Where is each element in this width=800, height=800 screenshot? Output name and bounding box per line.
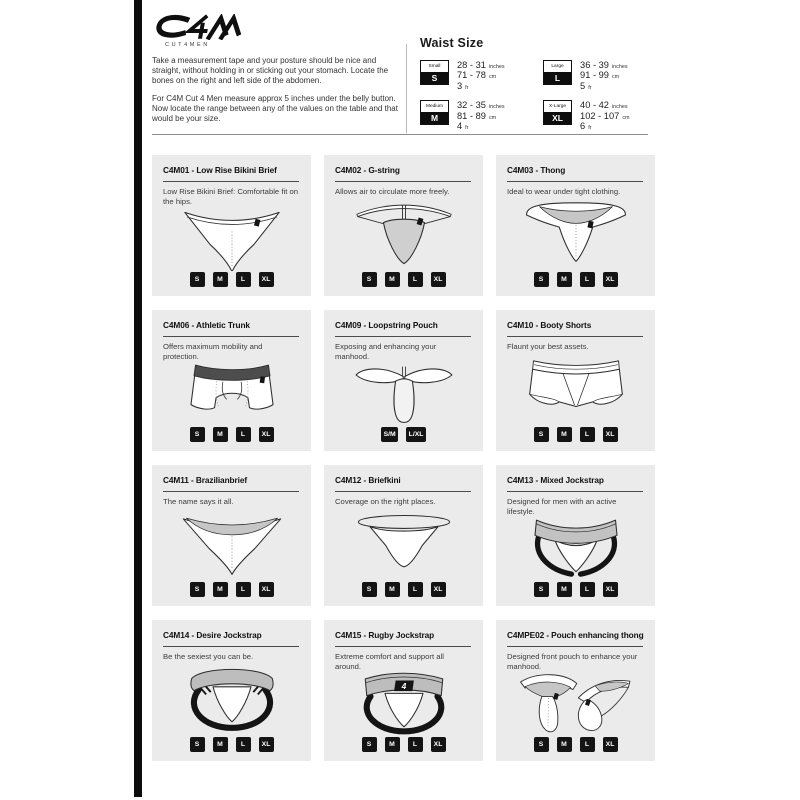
waist-size-title: Waist Size [420,36,484,50]
product-illustration [507,672,644,736]
product-illustration [163,662,300,736]
size-badge: XL [259,272,274,287]
size-badge: S [190,582,205,597]
size-badge: S [190,427,205,442]
size-badge: S [190,272,205,287]
inches-unit: inches [488,104,505,111]
size-badge: XL [259,737,274,752]
product-title: C4M15 - Rugby Jockstrap [335,630,435,640]
product-description: Allows air to circulate more freely. [335,187,450,196]
size-name: Medium [425,104,444,110]
product-card [152,465,311,606]
product-card [324,310,483,451]
size-badge: XL [603,737,618,752]
size-badge: S [362,582,377,597]
size-badge: S [534,737,549,752]
header-vertical-divider [406,44,407,133]
product-illustration [507,517,644,581]
size-badge: XL [259,582,274,597]
product-card [324,155,483,296]
product-title: C4M02 - G-string [335,165,400,175]
product-title: C4M01 - Low Rise Bikini Brief [163,165,277,175]
title-divider [507,336,643,337]
inches-unit: inches [611,64,628,70]
size-badge: L [580,582,595,597]
svg-text:4: 4 [401,680,406,691]
product-illustration [507,197,644,271]
size-badge: L [580,272,595,287]
waist-size-entry [543,100,656,131]
size-ranges [580,100,629,131]
page-header [152,12,655,134]
product-description: Coverage on the right places. [335,497,436,506]
product-title: C4M12 - Briefkini [335,475,401,485]
waist-size-table [420,60,656,131]
size-badges [507,737,644,752]
cm-range: 71 - 78 [457,70,486,81]
product-card [152,155,311,296]
product-title: C4M10 - Booty Shorts [507,320,592,330]
size-badge: S [362,737,377,752]
product-title: C4M09 - Loopstring Pouch [335,320,438,330]
size-badge: M [213,737,228,752]
product-illustration [163,207,300,271]
fr-size: 6 [580,121,586,132]
product-grid [152,155,655,761]
size-badges [335,427,472,442]
product-description: Designed for men with an active lifestyle. [507,497,617,516]
size-badge: S [190,737,205,752]
cm-unit: cm [611,74,620,81]
title-divider [163,181,299,182]
title-divider [507,181,643,182]
product-title: C4M13 - Mixed Jockstrap [507,475,604,485]
inches-range: 36 - 39 [580,60,609,70]
size-badges [163,272,300,287]
cm-unit: cm [488,74,497,81]
size-ranges [457,60,505,91]
inches-range: 40 - 42 [580,100,609,111]
size-badge: L [408,582,423,597]
size-name: Large [551,64,564,69]
c4m-logo [152,14,244,40]
size-letter: L [544,72,571,84]
size-badge: XL [431,272,446,287]
product-card [496,620,655,761]
size-badge: M [557,582,572,597]
product-description: Ideal to wear under tight clothing. [507,187,621,196]
product-description: Extreme comfort and support all around. [335,652,444,671]
size-badge: M [557,737,572,752]
cm-unit: cm [488,114,497,121]
brand-block [152,14,244,48]
size-badges [163,582,300,597]
fr-size: 4 [457,121,463,132]
size-letter: XL [544,112,571,124]
size-badges [335,582,472,597]
left-edge-bar [134,0,142,797]
size-badge: XL [603,272,618,287]
product-title: C4M06 - Athletic Trunk [163,320,250,330]
title-divider [335,336,471,337]
size-badges [507,272,644,287]
product-illustration [335,197,472,271]
size-badge: XL [431,582,446,597]
waist-size-entry [543,60,656,91]
fr-size: 5 [580,80,586,91]
size-badge: M [385,737,400,752]
inches-unit: inches [611,104,628,111]
title-divider [507,646,643,647]
product-illustration [507,352,644,426]
title-divider [335,181,471,182]
fr-unit: fr [465,125,469,132]
title-divider [335,646,471,647]
waist-size-entry [420,60,531,91]
product-card [324,620,483,761]
size-badge: M [213,582,228,597]
product-title: C4M03 - Thong [507,165,566,175]
size-badge: XL [431,737,446,752]
product-card [324,465,483,606]
size-ranges [457,100,505,131]
inches-unit: inches [488,64,505,70]
size-badges [507,427,644,442]
product-illustration [163,507,300,581]
fr-unit: fr [465,84,469,91]
size-badge: L [580,737,595,752]
cm-unit: cm [622,114,630,121]
title-divider [335,491,471,492]
size-badges [335,272,472,287]
size-badges [163,737,300,752]
size-name: X-Large [548,104,567,110]
cm-range: 102 - 107 [580,110,620,121]
size-ranges [580,60,628,91]
product-description: Exposing and enhancing your manhood. [335,342,437,361]
size-badge: L [408,737,423,752]
size-badge: M [385,272,400,287]
product-description: The name says it all. [163,497,234,506]
size-badge: XL [603,427,618,442]
inches-range: 28 - 31 [457,60,486,70]
product-illustration [335,362,472,426]
size-badge: XL [259,427,274,442]
product-card [496,465,655,606]
title-divider [507,491,643,492]
fr-size: 3 [457,80,463,91]
product-illustration [163,362,300,426]
size-badges [507,582,644,597]
measurement-instructions [152,56,404,131]
size-name: Small [428,64,441,69]
product-card [152,620,311,761]
size-badge: S/M [381,427,398,442]
size-badge: S [534,272,549,287]
size-badge: S [534,427,549,442]
size-tab [543,60,572,85]
product-title: C4MPE02 - Pouch enhancing thong [507,630,644,640]
size-badge: M [557,272,572,287]
product-description: Offers maximum mobility and protection. [163,342,263,361]
size-badge: L [236,272,251,287]
product-title: C4M11 - Brazilianbrief [163,475,248,485]
fr-unit: fr [588,125,592,132]
size-badge: M [213,427,228,442]
size-tab [420,60,449,85]
size-badge: L [236,737,251,752]
size-letter: S [421,72,448,84]
size-badge: L [408,272,423,287]
size-guide-page [152,12,655,761]
size-tab [543,100,572,125]
title-divider [163,646,299,647]
intro-paragraph-1: Take a measurement tape and your posture should be nice and straight, without holding in or sticking out your stomach. Locate the bones on the right and left side of the abdomen. [152,56,389,85]
size-badge: L [580,427,595,442]
size-badge: L [236,582,251,597]
product-illustration [335,507,472,581]
size-badge: M [385,582,400,597]
size-badges [335,737,472,752]
fr-unit: fr [588,84,592,91]
size-badge: S [362,272,377,287]
size-badge: M [213,272,228,287]
product-card [496,310,655,451]
product-description: Designed front pouch to enhance your manhood. [507,652,638,671]
product-title: C4M14 - Desire Jockstrap [163,630,262,640]
header-divider [152,134,648,135]
title-divider [163,491,299,492]
product-illustration [335,672,472,736]
size-letter: M [421,112,448,124]
intro-paragraph-2: For C4M Cut 4 Men measure approx 5 inches under the belly button. Now locate the range between any of the values on the table and that would be your size. [152,93,398,123]
cm-range: 81 - 89 [457,110,486,121]
cm-range: 91 - 99 [580,70,609,81]
product-description: Flaunt your best assets. [507,342,589,351]
title-divider [163,336,299,337]
size-badge: L/XL [406,427,426,442]
size-badges [163,427,300,442]
product-card [152,310,311,451]
size-badge: M [557,427,572,442]
size-tab [420,100,449,125]
product-card [496,155,655,296]
product-description: Low Rise Bikini Brief: Comfortable fit on the hips. [163,187,299,206]
size-badge: S [534,582,549,597]
waist-size-section [420,36,656,131]
product-description: Be the sexiest you can be. [163,652,254,661]
size-badge: XL [603,582,618,597]
brand-subtext: CUT4MEN [165,42,210,48]
inches-range: 32 - 35 [457,100,486,111]
waist-size-entry [420,100,531,131]
size-badge: L [236,427,251,442]
